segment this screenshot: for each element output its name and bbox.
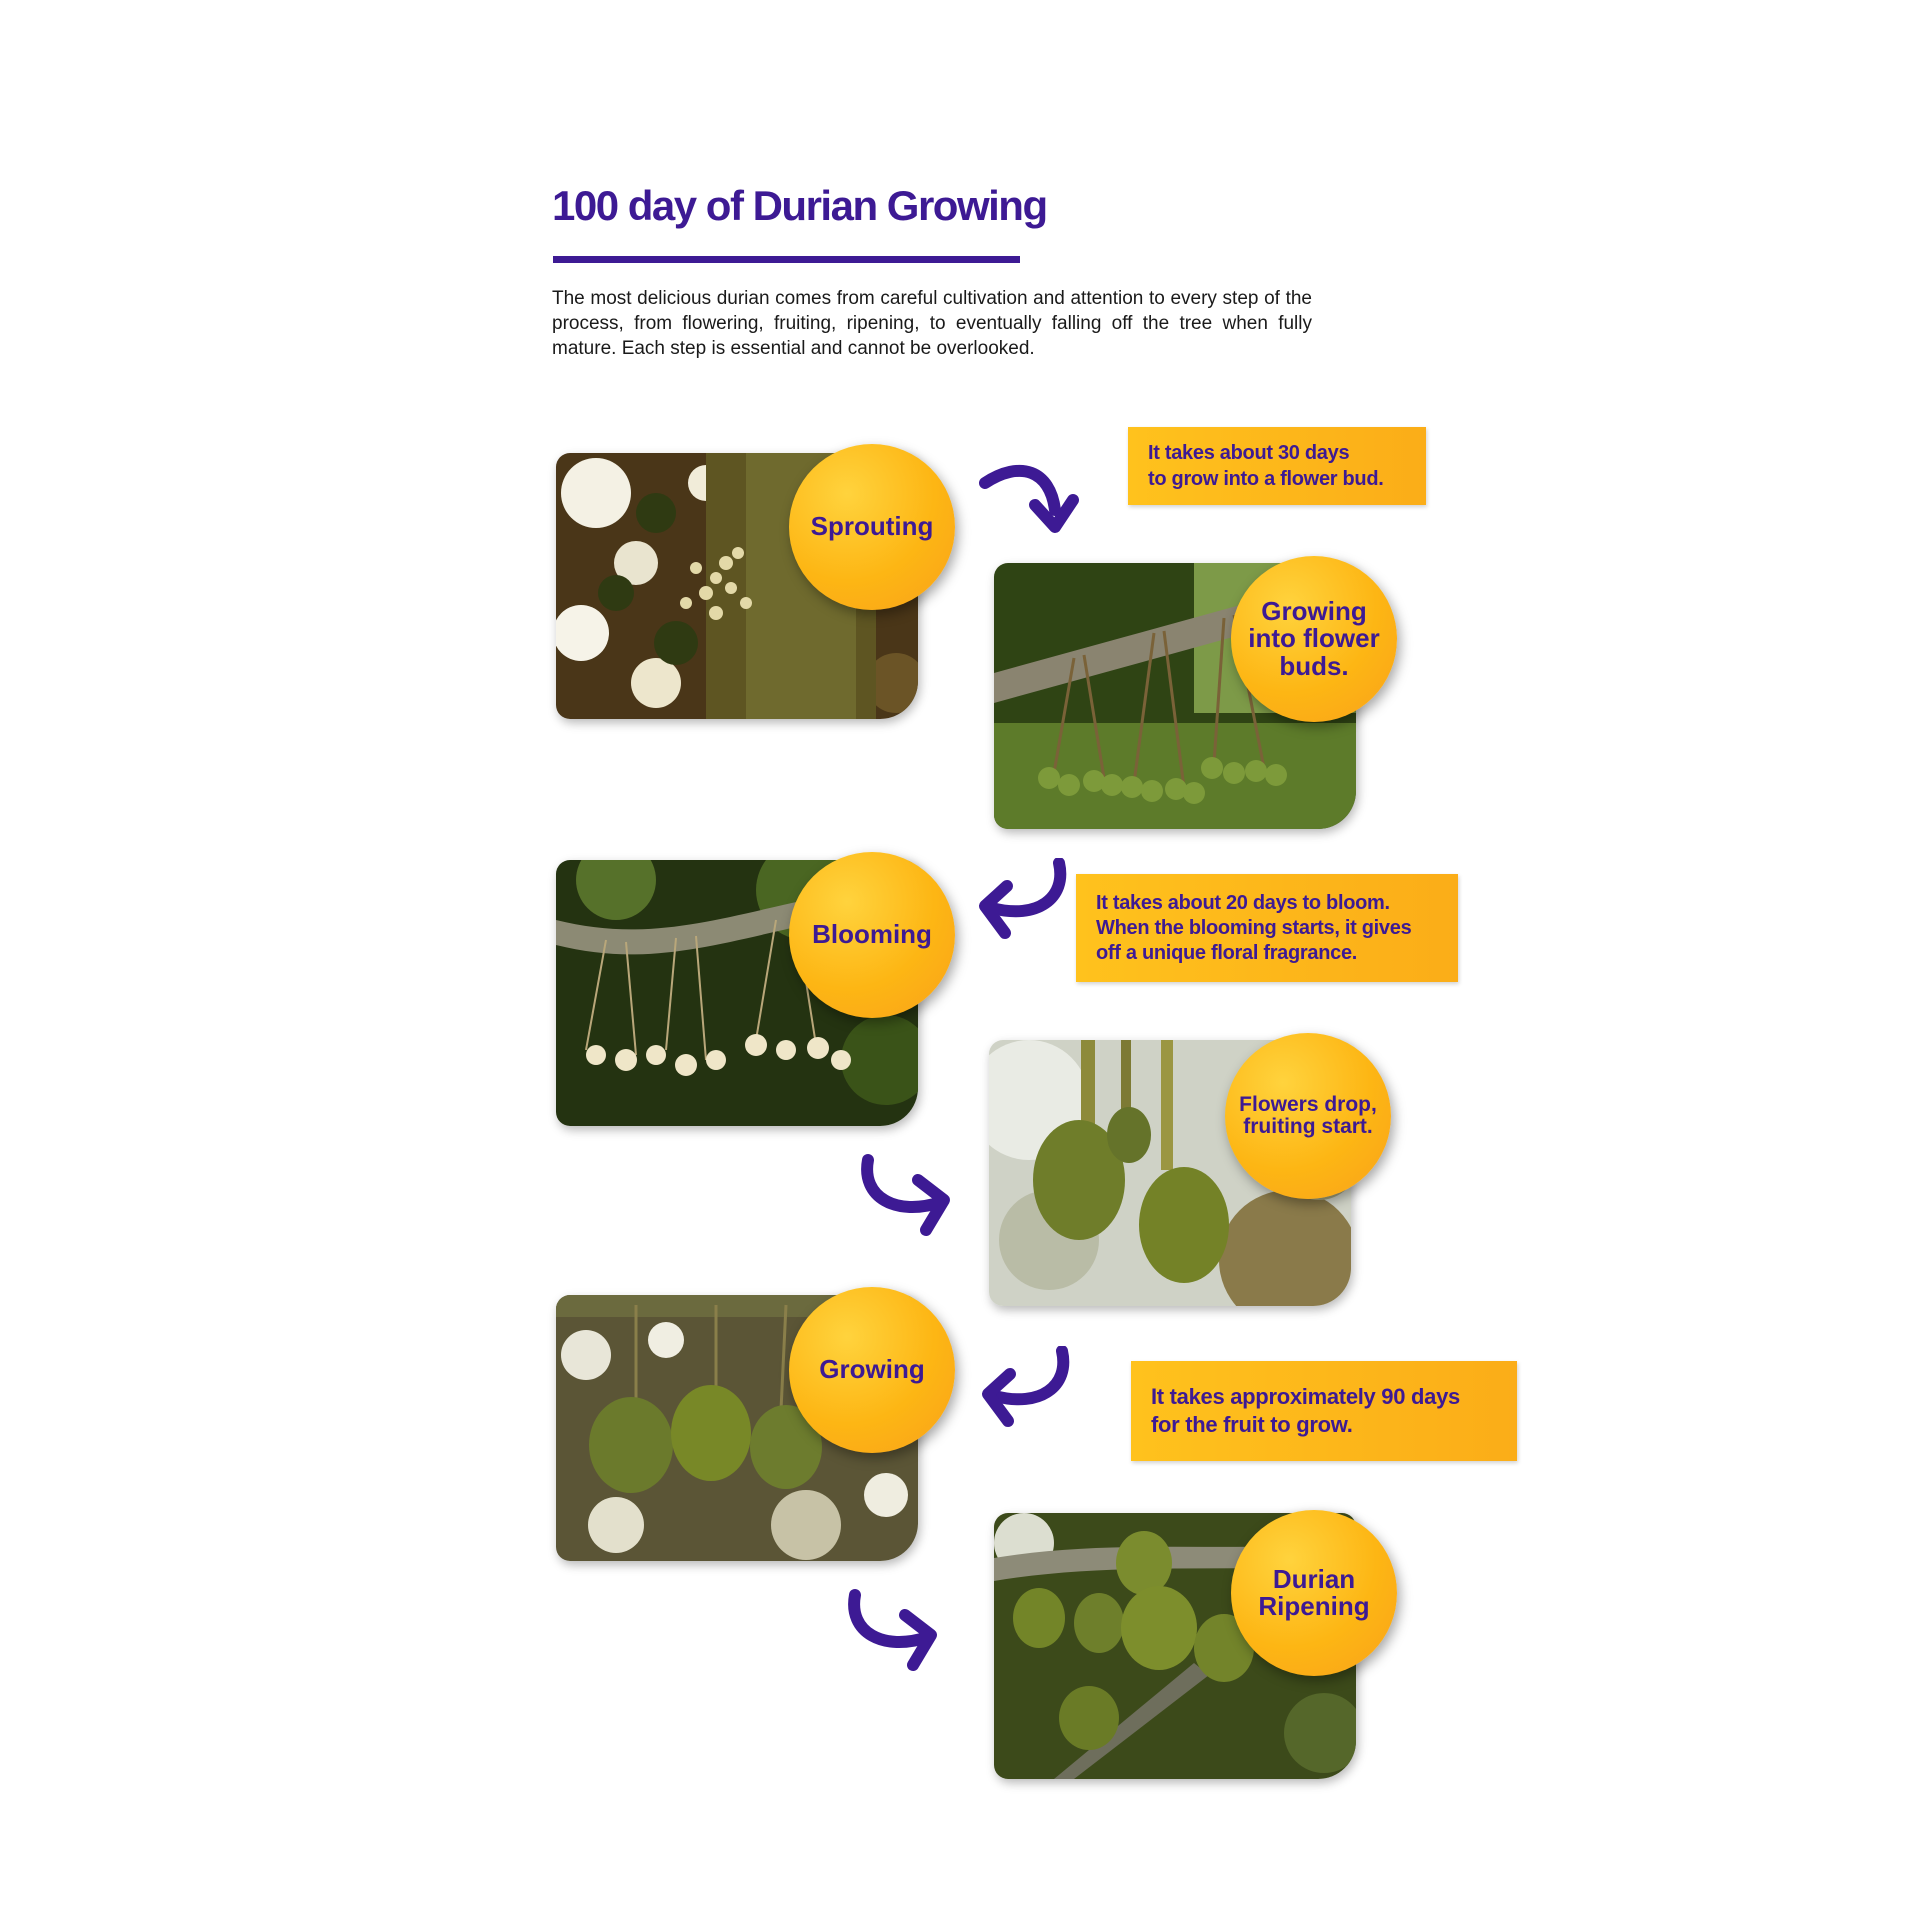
stage-blooming-badge (789, 852, 955, 1018)
stage-sprouting-label: Sprouting (810, 511, 934, 542)
note-fruit-growth-duration (1131, 1361, 1517, 1461)
stage-sprouting-badge (789, 444, 955, 610)
stage-fruiting-label: Flowers drop, fruiting start. (1239, 1092, 1377, 1138)
title-underline (553, 256, 1020, 263)
stage-ripening-label: Durian Ripening (1258, 1563, 1370, 1621)
curved-arrow-icon (843, 1587, 953, 1677)
page-title: 100 day of Durian Growing (552, 182, 1047, 229)
note-bloom-text: It takes about 20 days to bloom. When the blooming starts, it gives off a unique floral fragrance. (1096, 891, 1412, 964)
stage-growing-label: Growing (819, 1354, 925, 1385)
note-flower-bud-text: It takes about 30 days to grow into a flower bud. (1148, 442, 1384, 490)
stage-blooming-label: Blooming (812, 919, 932, 950)
note-flower-bud-duration (1128, 427, 1426, 505)
stage-flower-buds-label: Growing into flower buds. (1248, 596, 1380, 681)
curved-arrow-icon (970, 1346, 1080, 1436)
stage-fruiting-badge (1225, 1033, 1391, 1199)
note-fruit-growth-text: It takes approximately 90 days for the fruit to grow. (1151, 1384, 1460, 1437)
intro-paragraph: The most delicious durian comes from careful cultivation and attention to every step of the process, from flowering, fruiting, ripening, to eventually falling off the tree when fully mature. Each step is essential and cannot be overlooked. (552, 288, 1312, 359)
stage-flower-buds-badge (1231, 556, 1397, 722)
note-bloom-duration (1076, 874, 1458, 982)
curved-arrow-icon (856, 1152, 966, 1242)
curved-arrow-icon (967, 858, 1077, 948)
stage-ripening-badge (1231, 1510, 1397, 1676)
curved-arrow-icon (975, 455, 1085, 545)
stage-growing-badge (789, 1287, 955, 1453)
